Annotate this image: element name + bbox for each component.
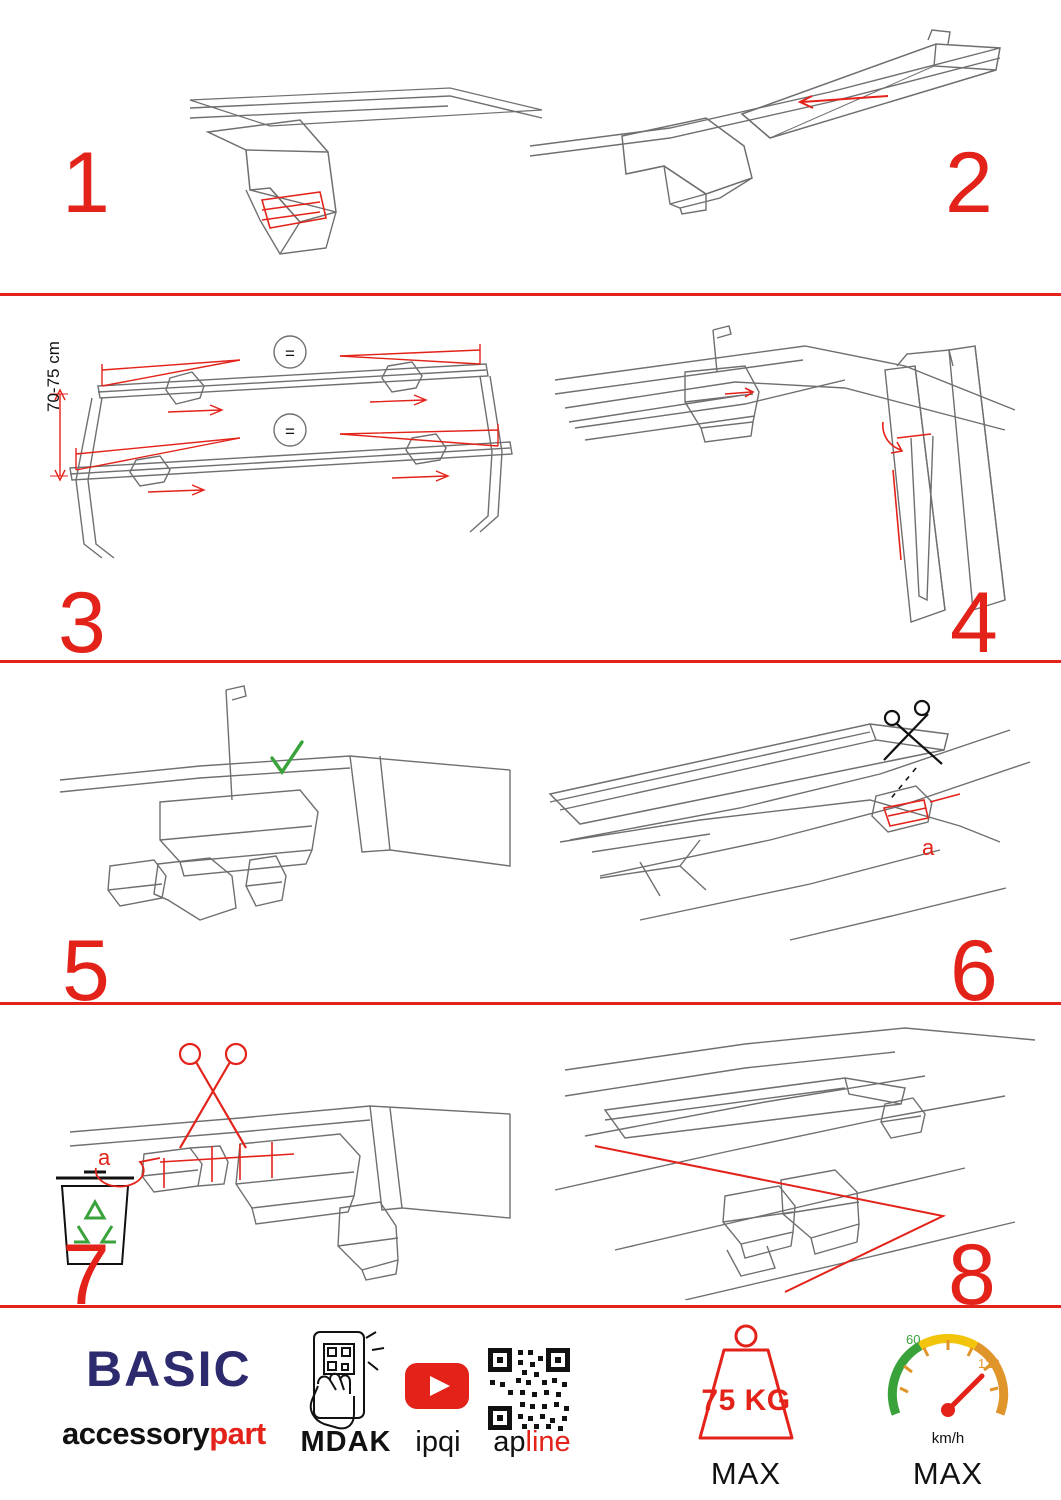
- qr-code-icon[interactable]: [486, 1346, 572, 1432]
- step-6-part-label: a: [922, 835, 935, 860]
- brand-accessorypart: [62, 1416, 266, 1452]
- max-load-label: MAX: [710, 1456, 782, 1491]
- speedometer-icon: [878, 1318, 1018, 1448]
- hand-phone-qr-icon: [288, 1328, 404, 1488]
- step-number-2: 2: [945, 135, 991, 231]
- svg-text:=: =: [285, 422, 295, 441]
- svg-text:=: =: [285, 344, 295, 363]
- brand-accessory-text: accessory: [62, 1416, 210, 1451]
- brand-ipqi-label: ipqi: [415, 1426, 461, 1458]
- max-load-value: 75 KG: [701, 1384, 791, 1417]
- scissors-icon: [180, 1044, 246, 1148]
- step-number-4: 4: [950, 575, 996, 671]
- step-number-7: 7: [62, 1227, 108, 1323]
- brand-apline-label: [480, 1426, 584, 1459]
- step-3-illustration: [40, 320, 540, 580]
- step-number-6: 6: [950, 923, 996, 1019]
- brand-line-text: line: [525, 1426, 571, 1458]
- youtube-icon[interactable]: [404, 1362, 470, 1412]
- divider-row3: [0, 1002, 1061, 1005]
- svg-text:60: 60: [906, 1332, 921, 1347]
- step-5-illustration: [50, 670, 520, 940]
- max-speed-label: MAX: [912, 1456, 984, 1491]
- step-3-measurement-label: 70-75 cm: [44, 341, 63, 412]
- brand-basic: BASIC: [86, 1341, 252, 1397]
- step-number-8: 8: [948, 1227, 994, 1323]
- brand-part-text: part: [209, 1416, 266, 1451]
- step-7-part-label: a: [98, 1145, 111, 1170]
- divider-row1: [0, 293, 1061, 296]
- step-6-illustration: [540, 690, 1040, 950]
- svg-text:120: 120: [978, 1356, 1000, 1371]
- step-1-illustration: [150, 40, 550, 280]
- step-number-3: 3: [58, 575, 104, 671]
- footer: [0, 1308, 1061, 1500]
- step-7-illustration: [40, 1012, 520, 1292]
- brand-ap-text: ap: [493, 1426, 526, 1458]
- divider-row2: [0, 660, 1061, 663]
- step-number-1: 1: [62, 135, 108, 231]
- step-number-5: 5: [62, 923, 108, 1019]
- speed-unit-label: km/h: [931, 1430, 965, 1447]
- brand-mdak-label: MDAK: [300, 1426, 392, 1458]
